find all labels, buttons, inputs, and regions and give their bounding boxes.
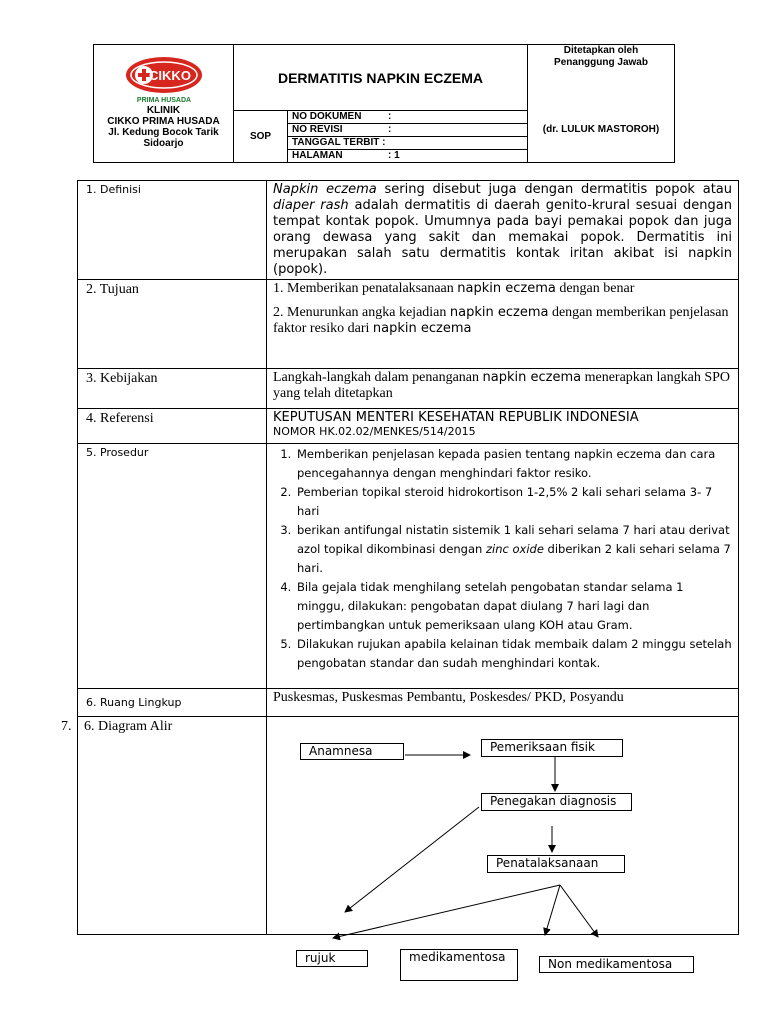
- definisi-part: adalah dermatitis di daerah genito-krural sesuai dengan tempat kontak popok. Umumnya pada bayi pemakai popok dan juga orang dewasa yang sakit dan memakai popok. Dermatitis ini merupakan salah satu dermatitis kontak iritan akibat isi napkin (popok).: [273, 198, 732, 277]
- arrow-penatalaksanaan-to-rujuk: [333, 885, 560, 938]
- node-penatalaksanaan: Penatalaksanaan: [487, 855, 625, 873]
- kebijakan-part: menerapkan langkah SPO yang telah ditetapkan: [273, 370, 731, 401]
- signatory-name: (dr. LULUK MASTOROH): [542, 124, 660, 135]
- document-title: DERMATITIS NAPKIN ECZEMA: [234, 45, 528, 111]
- tujuan-part: 1. Memberikan penatalaksanaan: [273, 281, 458, 296]
- kebijakan-term: napkin eczema: [482, 370, 582, 385]
- doc-field-label: HALAMAN: [292, 149, 343, 161]
- prosedur-step: 5. Dilakukan rujukan apabila kelainan tidak membaik dalam 2 minggu setelah pengobatan standar dan sudah menghindari kontak.: [295, 635, 732, 673]
- doc-field-label: NO REVISI: [292, 124, 343, 136]
- section-label: 4. Referensi: [78, 409, 267, 444]
- ruang-lingkup-text: Puskesmas, Puskesmas Pembantu, Poskesdes/ PKD, Posyandu: [267, 689, 739, 717]
- prosedur-step: 4. Bila gejala tidak menghilang setelah pengobatan standar selama 1 minggu, dilakukan: pengobatan dapat diulang 7 hari lagi dan pertimbangkan untuk pemeriksaan ulang KOH atau Gram.: [295, 578, 732, 635]
- tujuan-term: napkin eczema: [457, 281, 556, 296]
- node-rujuk: rujuk: [296, 950, 368, 967]
- prosedur-step: 2. Pemberian topikal steroid hidrokortison 1-2,5% 2 kali sehari selama 3- 7 hari: [295, 483, 732, 521]
- doc-field-label: NO DOKUMEN: [292, 111, 362, 123]
- kebijakan-part: Langkah-langkah dalam penanganan: [273, 370, 483, 385]
- doc-field-label: TANGGAL TERBIT :: [292, 137, 386, 148]
- arrow-penegakan-to-rujuk: [345, 807, 479, 912]
- doc-field-value: :: [388, 124, 392, 136]
- sop-label: SOP: [234, 111, 288, 163]
- clinic-line: CIKKO PRIMA HUSADA: [107, 116, 220, 127]
- node-pemeriksaan-fisik: Pemeriksaan fisik: [481, 739, 623, 757]
- tujuan-part: 2. Menurunkan angka kejadian: [273, 305, 450, 320]
- logo-brand-text: CIKKO: [149, 68, 191, 83]
- node-penegakan-diagnosis: Penegakan diagnosis: [481, 793, 632, 811]
- prosedur-step-part: berikan antifungal nistatin sistemik 1 kali sehari selama 7 hari atau derivat azol topikal dikombinasi dengan: [297, 523, 730, 556]
- tujuan-term: napkin eczema: [449, 305, 549, 320]
- approved-by-label: Ditetapkan oleh Penanggung Jawab: [554, 45, 648, 68]
- section-label: 3. Kebijakan: [78, 369, 267, 409]
- doc-field-value: :: [388, 111, 392, 123]
- tujuan-part: dengan benar: [555, 281, 635, 296]
- referensi-line: NOMOR HK.02.02/MENKES/514/2015: [273, 425, 476, 438]
- prosedur-step-part: diberikan 2 kali sehari selama 7 hari.: [297, 542, 731, 575]
- clinic-line: KLINIK: [146, 105, 181, 116]
- clinic-line: Sidoarjo: [143, 138, 184, 149]
- doc-field-value: : 1: [388, 149, 400, 161]
- arrow-penatalaksanaan-to-non-medikamentosa: [560, 885, 598, 937]
- section-label: 6. Ruang Lingkup: [78, 689, 267, 717]
- tujuan-term: napkin eczema: [372, 321, 472, 336]
- definisi-part: sering disebut juga dengan dermatitis popok atau: [376, 182, 732, 197]
- definisi-term: diaper rash: [273, 198, 349, 213]
- tujuan-part: dengan memberikan penjelasan faktor resiko dari: [273, 305, 729, 336]
- node-non-medikamentosa: Non medikamentosa: [539, 956, 694, 973]
- definisi-term: Napkin eczema: [273, 182, 377, 197]
- prosedur-step: 1. Memberikan penjelasan kepada pasien tentang napkin eczema dan cara pencegahannya dengan menghindari faktor resiko.: [295, 445, 732, 483]
- arrow-penatalaksanaan-to-medikamentosa: [545, 885, 560, 935]
- node-anamnesa: Anamnesa: [300, 743, 404, 760]
- referensi-line: KEPUTUSAN MENTERI KESEHATAN REPUBLIK INDONESIA: [273, 410, 639, 425]
- section-label: 1. Definisi: [78, 181, 267, 280]
- node-medikamentosa: medikamentosa: [400, 949, 518, 981]
- section-label: 6. Diagram Alir: [78, 717, 267, 935]
- logo-subtitle-text: PRIMA HUSADA: [136, 97, 192, 104]
- section-label: 5. Prosedur: [78, 444, 267, 689]
- clinic-line: Jl. Kedung Bocok Tarik: [108, 127, 219, 138]
- prosedur-step-term: zinc oxide: [485, 542, 544, 556]
- section-label: 2. Tujuan: [78, 280, 267, 369]
- outer-item-number: 7.: [61, 719, 72, 734]
